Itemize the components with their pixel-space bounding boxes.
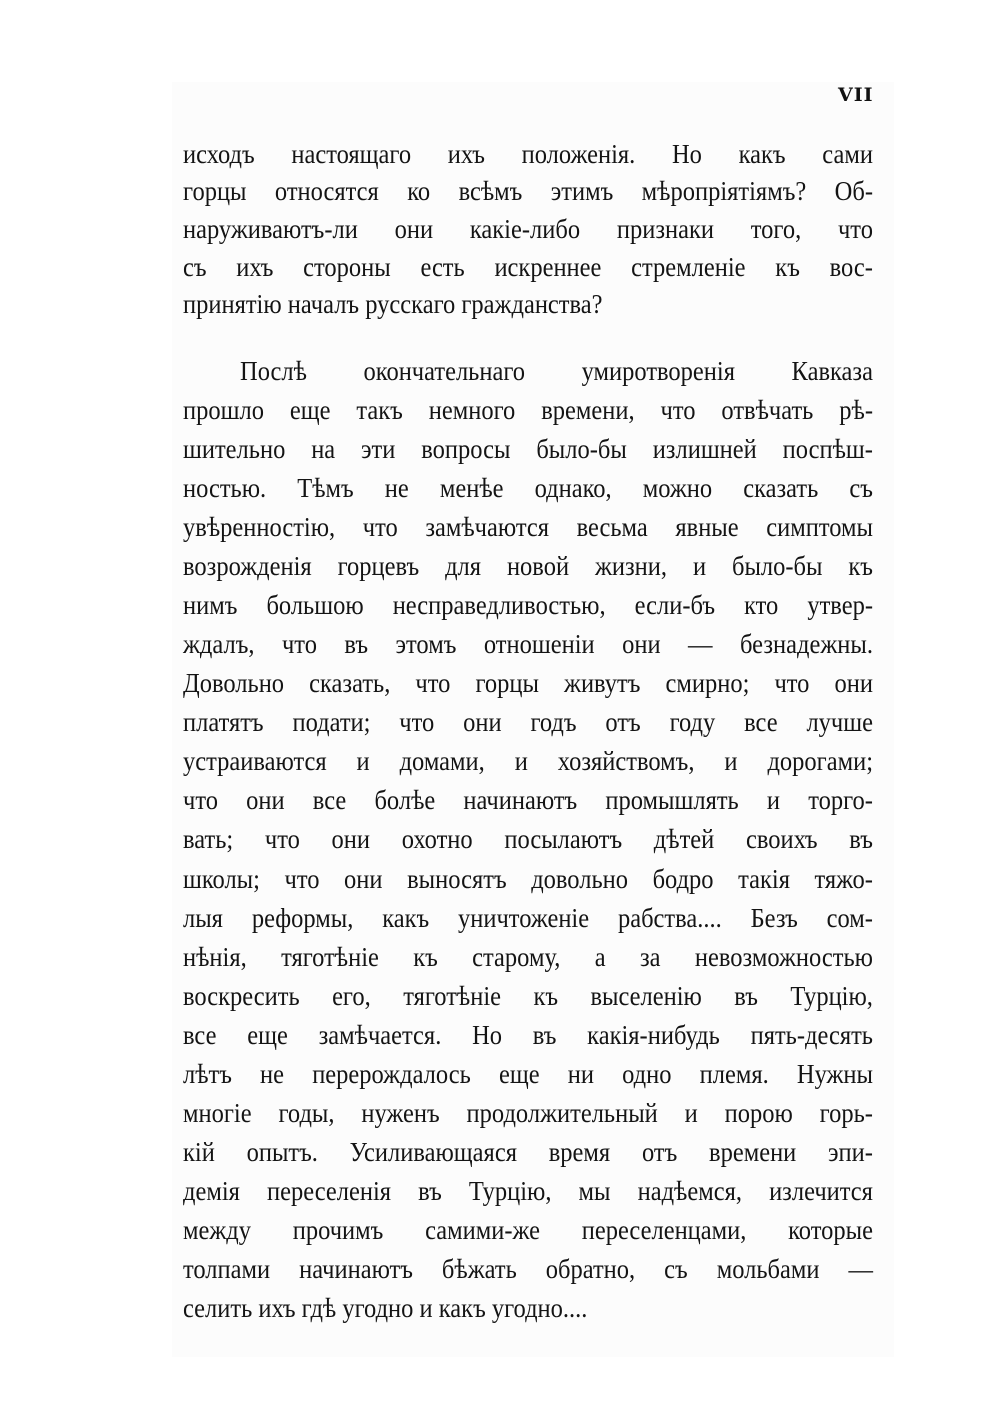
text-line: ностью. Тѣмъ не менѣе однако, можно сказать съ — [183, 473, 873, 504]
text-line: лѣтъ не перерождалось еще ни одно племя. Нужны — [183, 1059, 873, 1090]
text-line: возрожденія горцевъ для новой жизни, и было-бы къ — [183, 551, 873, 582]
text-line: шительно на эти вопросы было-бы излишней поспѣш- — [183, 434, 873, 465]
text-line: кій опытъ. Усиливающаяся время отъ времени эпи- — [183, 1137, 873, 1168]
text-line: что они все болѣе начинаютъ промышлять и торго- — [183, 785, 873, 816]
page-number: VII — [838, 84, 874, 106]
text-line: селить ихъ гдѣ угодно и какъ угодно.... — [183, 1293, 588, 1324]
text-line: лыя реформы, какъ уничтоженіе рабства.... Безъ сом- — [183, 902, 873, 934]
text-line: съ ихъ стороны есть искреннее стремленіе къ вос- — [183, 252, 873, 283]
text-line: исходъ настоящаго ихъ положенія. Но какъ сами — [183, 139, 873, 170]
text-line: Довольно сказать, что горцы живутъ смирно; что они — [183, 668, 873, 699]
text-line: ждалъ, что въ этомъ отношеніи они — безнадежны. — [183, 629, 873, 660]
text-line: наруживаютъ-ли они какіе-либо признаки того, что — [183, 214, 873, 245]
text-line: прошло еще такъ немного времени, что отвѣчать рѣ- — [183, 395, 873, 426]
text-line: принятію началъ русскаго гражданства? — [183, 289, 603, 320]
text-line: воскресить его, тяготѣніе къ выселенію въ Турцію, — [183, 980, 873, 1012]
text-line: нѣнія, тяготѣніе къ старому, а за невозможностью — [183, 941, 873, 973]
text-line: демія переселенія въ Турцію, мы надѣемся, излечится — [183, 1176, 873, 1207]
text-line: устраиваются и домами, и хозяйствомъ, и дорогами; — [183, 746, 873, 777]
text-line: школы; что они выносятъ довольно бодро такія тяжо- — [183, 863, 873, 895]
text-line: толпами начинаютъ бѣжать обратно, съ мольбами — — [183, 1254, 873, 1285]
text-line: вать; что они охотно посылаютъ дѣтей своихъ въ — [183, 824, 873, 856]
text-line: все еще замѣчается. Но въ какія-нибудь пять-десять — [183, 1019, 873, 1051]
text-line: нимъ большою несправедливостью, если-бъ кто утвер- — [183, 590, 873, 621]
text-line: платятъ подати; что они годъ отъ году все лучше — [183, 707, 873, 738]
text-line: увѣренностію, что замѣчаются весьма явные симптомы — [183, 512, 873, 543]
text-line: горцы относятся ко всѣмъ этимъ мѣропріятіямъ? Об- — [183, 176, 873, 207]
text-line: многіе годы, нуженъ продолжительный и порою горь- — [183, 1098, 873, 1129]
text-line: Послѣ окончательнаго умиротворенія Кавказа — [240, 356, 873, 387]
text-line: между прочимъ самими-же переселенцами, которые — [183, 1215, 873, 1246]
